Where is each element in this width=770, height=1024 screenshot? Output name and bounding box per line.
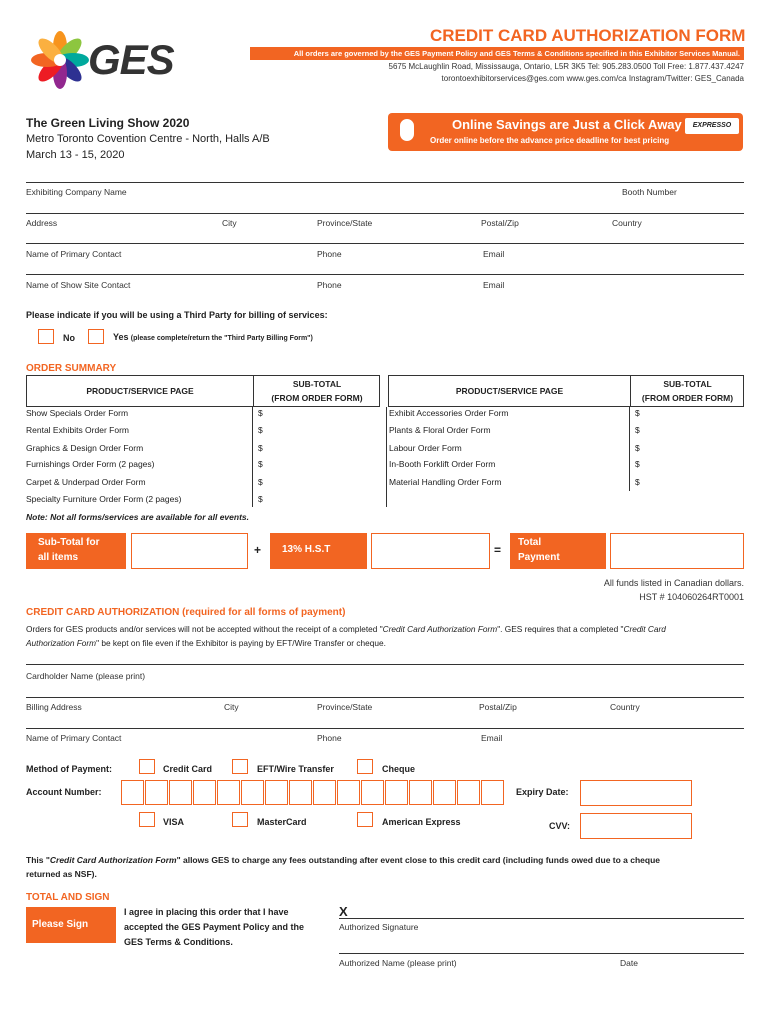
billing-country-label: Country <box>610 702 640 712</box>
order-subtotal-input[interactable]: $ <box>635 443 640 453</box>
authorization-heading: CREDIT CARD AUTHORIZATION (required for all forms of payment) <box>26 607 346 618</box>
total-label-box <box>510 533 606 569</box>
eft-wire-label: EFT/Wire Transfer <box>257 764 334 774</box>
authorization-notice-2: returned as NSF). <box>26 869 97 879</box>
account-digit-box[interactable] <box>193 780 216 805</box>
policy-banner: All orders are governed by the GES Payment Policy and GES Terms & Conditions specified in this Exhibitor Services Manual. <box>250 47 744 60</box>
signature-x-mark: X <box>339 904 348 919</box>
left-divider <box>252 407 253 507</box>
col-product-left: PRODUCT/SERVICE PAGE <box>86 386 194 396</box>
ges-logo-text: GES <box>88 36 174 83</box>
col-subtotal-left-1: SUB-TOTAL <box>292 379 342 389</box>
order-subtotal-input[interactable]: $ <box>635 477 640 487</box>
ges-logo <box>26 30 196 90</box>
ges-flower-icon <box>30 30 90 90</box>
address-line: 5675 McLaughlin Road, Mississauga, Ontario, L5R 3K5 Tel: 905.283.0500 Toll Free: 1.877.437.4247 <box>388 62 744 71</box>
form-title: CREDIT CARD AUTHORIZATION FORM <box>430 26 746 45</box>
order-row-carpet: Carpet & Underpad Order Form <box>26 477 146 487</box>
notice-text: This " <box>26 855 50 865</box>
method-of-payment-label: Method of Payment: <box>26 764 113 774</box>
order-subtotal-input[interactable]: $ <box>635 408 640 418</box>
amex-label: American Express <box>382 817 461 827</box>
total-label-1: Total <box>518 537 542 548</box>
cheque-label: Cheque <box>382 764 416 774</box>
total-and-sign-heading: TOTAL AND SIGN <box>26 892 110 903</box>
para-italic: Authorization Form <box>26 638 97 648</box>
primary-contact-field[interactable] <box>26 274 744 275</box>
para-text: " be kept on file even if the Exhibitor is paying by EFT/Wire Transfer or cheque. <box>96 638 386 648</box>
authorized-signature-label: Authorized Signature <box>339 922 419 932</box>
account-digit-box[interactable] <box>241 780 264 805</box>
hst-number: HST # 104060264RT0001 <box>639 592 744 602</box>
order-summary-heading: ORDER SUMMARY <box>26 363 117 374</box>
order-row-specialty-furniture: Specialty Furniture Order Form (2 pages) <box>26 494 182 504</box>
expiry-date-input[interactable] <box>580 780 692 806</box>
para-text: Orders for GES products and/or services will not be accepted without the receipt of a completed " <box>26 624 383 634</box>
divider <box>26 664 744 665</box>
third-party-no-label: No <box>63 333 75 343</box>
center-divider <box>386 407 387 507</box>
account-digit-box[interactable] <box>121 780 144 805</box>
billing-city-label: City <box>224 702 239 712</box>
account-digit-box[interactable] <box>289 780 312 805</box>
cvv-input[interactable] <box>580 813 692 839</box>
online-promo-banner[interactable] <box>388 113 743 151</box>
authorization-notice-1 <box>26 855 744 865</box>
order-note: Note: Not all forms/services are available for all events. <box>26 512 249 522</box>
notice-text: " allows GES to charge any fees outstanding after event close to this credit card (including funds owed due to a cheque <box>176 855 661 865</box>
visa-checkbox[interactable] <box>139 812 155 827</box>
agreement-line-1: I agree in placing this order that I have <box>124 907 289 917</box>
cardholder-label: Cardholder Name (please print) <box>26 671 146 681</box>
billing-address-label: Billing Address <box>26 702 82 712</box>
auth-primary-contact-label: Name of Primary Contact <box>26 733 122 743</box>
order-row-furnishings: Furnishings Order Form (2 pages) <box>26 459 155 469</box>
cheque-checkbox[interactable] <box>357 759 373 774</box>
para-italic: Credit Card Authorization Form <box>382 624 498 634</box>
plus-sign: + <box>254 543 262 557</box>
order-subtotal-input[interactable]: $ <box>258 443 263 453</box>
email-label-2: Email <box>483 280 505 290</box>
order-row-show-specials: Show Specials Order Form <box>26 408 129 418</box>
billing-province-label: Province/State <box>317 702 373 712</box>
mastercard-checkbox[interactable] <box>232 812 248 827</box>
order-row-forklift: In-Booth Forklift Order Form <box>389 459 496 469</box>
third-party-yes-checkbox[interactable] <box>88 329 104 344</box>
country-label: Country <box>612 218 642 228</box>
third-party-yes-close: ) <box>310 335 313 342</box>
order-table-left-header <box>26 375 380 407</box>
phone-label-2: Phone <box>317 280 342 290</box>
right-divider <box>629 407 630 491</box>
third-party-no-checkbox[interactable] <box>38 329 54 344</box>
hst-label-box <box>270 533 367 569</box>
account-digit-box[interactable] <box>217 780 240 805</box>
col-subtotal-right-2: (FROM ORDER FORM) <box>641 393 734 403</box>
order-subtotal-input[interactable]: $ <box>635 425 640 435</box>
account-digit-box[interactable] <box>361 780 384 805</box>
third-party-question: Please indicate if you will be using a Third Party for billing of services: <box>26 310 328 320</box>
authorization-para-2 <box>26 638 386 648</box>
order-row-rental-exhibits: Rental Exhibits Order Form <box>26 425 129 435</box>
promo-subtitle: Order online before the advance price deadline for best pricing <box>430 136 670 145</box>
auth-phone-label: Phone <box>317 733 342 743</box>
order-subtotal-input[interactable]: $ <box>258 477 263 487</box>
province-label: Province/State <box>317 218 373 228</box>
col-subtotal-right-1: SUB-TOTAL <box>663 379 712 389</box>
third-party-yes-label: Yes <box>113 332 129 342</box>
account-digit-box[interactable] <box>169 780 192 805</box>
hst-label: 13% H.S.T <box>282 544 331 555</box>
account-number-label: Account Number: <box>26 787 102 797</box>
order-row-exhibit-accessories: Exhibit Accessories Order Form <box>389 408 509 418</box>
cvv-label: CVV: <box>549 821 571 831</box>
billing-postal-label: Postal/Zip <box>479 702 517 712</box>
account-digit-box[interactable] <box>409 780 432 805</box>
subtotal-label-1: Sub-Total for <box>38 537 100 548</box>
para-italic: Credit Card <box>623 624 666 634</box>
subtotal-input[interactable] <box>131 533 248 569</box>
agreement-line-3: GES Terms & Conditions. <box>124 937 233 947</box>
order-row-labour: Labour Order Form <box>389 443 462 453</box>
hst-input[interactable] <box>371 533 490 569</box>
address-label: Address <box>26 218 58 228</box>
account-digit-box[interactable] <box>313 780 336 805</box>
cardholder-field[interactable] <box>26 697 744 698</box>
third-party-yes-note: (please complete/return the "Third Party Billing Form" <box>130 335 311 342</box>
site-contact-label: Name of Show Site Contact <box>26 280 131 290</box>
contact-line: torontoexhibitorservices@ges.com www.ges.com/ca Instagram/Twitter: GES_Canada <box>441 74 744 83</box>
third-party-yes-text <box>113 332 313 342</box>
company-name-label: Exhibiting Company Name <box>26 187 127 197</box>
account-digit-box[interactable] <box>145 780 168 805</box>
account-number-boxes[interactable] <box>121 780 511 806</box>
signature-field[interactable] <box>339 918 744 919</box>
expiry-date-label: Expiry Date: <box>516 787 569 797</box>
postal-label: Postal/Zip <box>481 218 519 228</box>
credit-card-label: Credit Card <box>163 764 213 774</box>
order-row-plants: Plants & Floral Order Form <box>389 425 491 435</box>
total-payment-input[interactable] <box>610 533 744 569</box>
billing-address-field[interactable] <box>26 728 744 729</box>
expresso-logo: EXPRESSO <box>685 118 739 134</box>
account-digit-box[interactable] <box>385 780 408 805</box>
account-digit-box[interactable] <box>265 780 288 805</box>
authorization-para-1 <box>26 624 744 634</box>
account-digit-box[interactable] <box>337 780 360 805</box>
account-digit-box[interactable] <box>433 780 456 805</box>
primary-contact-label: Name of Primary Contact <box>26 249 122 259</box>
order-subtotal-input[interactable]: $ <box>635 459 640 469</box>
auth-email-label: Email <box>481 733 503 743</box>
date-label: Date <box>620 958 638 968</box>
company-name-field[interactable] <box>26 213 744 214</box>
col-subtotal-left-2: (FROM ORDER FORM) <box>271 393 363 403</box>
account-digit-box[interactable] <box>481 780 504 805</box>
promo-title: Online Savings are Just a Click Away <box>452 117 682 132</box>
agreement-line-2: accepted the GES Payment Policy and the <box>124 922 305 932</box>
divider <box>26 182 744 183</box>
total-label-2: Payment <box>518 552 560 563</box>
please-sign-button[interactable] <box>26 907 116 943</box>
order-subtotal-input[interactable]: $ <box>258 494 263 504</box>
show-venue: Metro Toronto Covention Centre - North, Halls A/B <box>26 133 270 145</box>
order-table-right-header <box>388 375 744 407</box>
address-field[interactable] <box>26 243 744 244</box>
order-row-material-handling: Material Handling Order Form <box>389 477 502 487</box>
order-subtotal-input[interactable]: $ <box>258 408 263 418</box>
amex-checkbox[interactable] <box>357 812 373 827</box>
booth-number-label: Booth Number <box>622 187 677 197</box>
subtotal-label-box <box>26 533 126 569</box>
city-label: City <box>222 218 237 228</box>
col-product-right: PRODUCT/SERVICE PAGE <box>455 386 564 396</box>
show-title: The Green Living Show 2020 <box>26 116 190 130</box>
show-dates: March 13 - 15, 2020 <box>26 149 125 161</box>
authorized-name-field[interactable] <box>339 953 744 954</box>
mouse-icon <box>400 119 414 141</box>
order-row-graphics: Graphics & Design Order Form <box>26 443 144 453</box>
mastercard-label: MasterCard <box>257 817 307 827</box>
para-text: ". GES requires that a completed " <box>497 624 624 634</box>
eft-wire-checkbox[interactable] <box>232 759 248 774</box>
order-subtotal-input[interactable]: $ <box>258 425 263 435</box>
visa-label: VISA <box>163 817 185 827</box>
phone-label: Phone <box>317 249 342 259</box>
email-label: Email <box>483 249 505 259</box>
authorized-name-label: Authorized Name (please print) <box>339 958 457 968</box>
notice-italic: Credit Card Authorization Form <box>49 855 177 865</box>
order-subtotal-input[interactable]: $ <box>258 459 263 469</box>
please-sign-label: Please Sign <box>32 919 89 930</box>
currency-note: All funds listed in Canadian dollars. <box>603 578 744 588</box>
equals-sign: = <box>494 543 502 557</box>
subtotal-label-2: all items <box>38 552 79 563</box>
credit-card-checkbox[interactable] <box>139 759 155 774</box>
account-digit-box[interactable] <box>457 780 480 805</box>
